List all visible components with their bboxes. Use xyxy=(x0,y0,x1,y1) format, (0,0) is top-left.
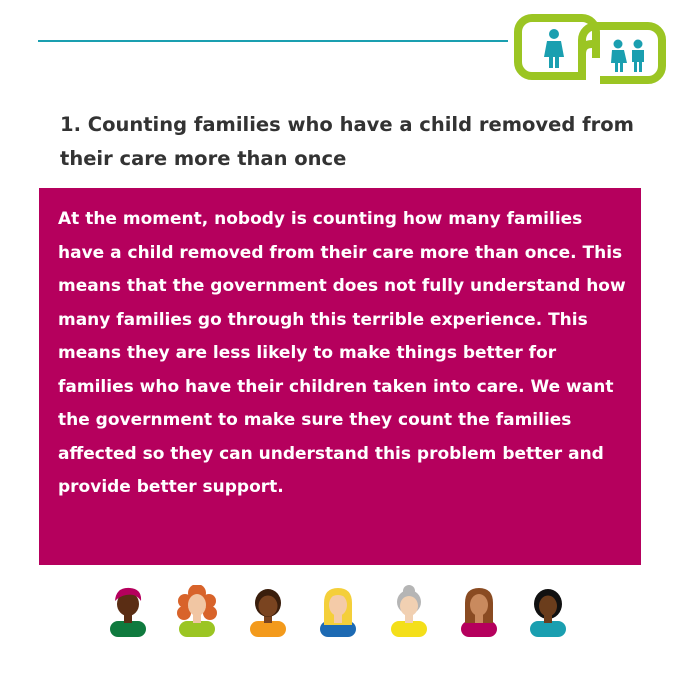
top-divider-line xyxy=(38,40,508,42)
section-heading: 1. Counting families who have a child removed from their care more than once xyxy=(60,113,634,170)
person-black-hair-icon xyxy=(526,585,570,637)
highlight-panel xyxy=(39,188,641,565)
person-blonde-hair-icon xyxy=(316,585,360,637)
person-pink-hair-icon xyxy=(106,585,150,637)
linked-family-logo-icon xyxy=(514,14,666,84)
person-dark-hair-icon xyxy=(246,585,290,637)
person-curly-ginger-hair-icon xyxy=(175,585,219,637)
person-grey-hair-icon xyxy=(387,585,431,637)
people-illustration-row xyxy=(100,585,580,640)
person-brown-hair-icon xyxy=(457,585,501,637)
panel-body-text: At the moment, nobody is counting how many families have a child removed from their care more than once. This means that the government does not fully understand how many families go through this terrible experience. This means they are less likely to make things better for families who have their children taken into care. We want the government to make sure they count the families affected so they can understand this problem better and provide better support. xyxy=(58,209,626,497)
